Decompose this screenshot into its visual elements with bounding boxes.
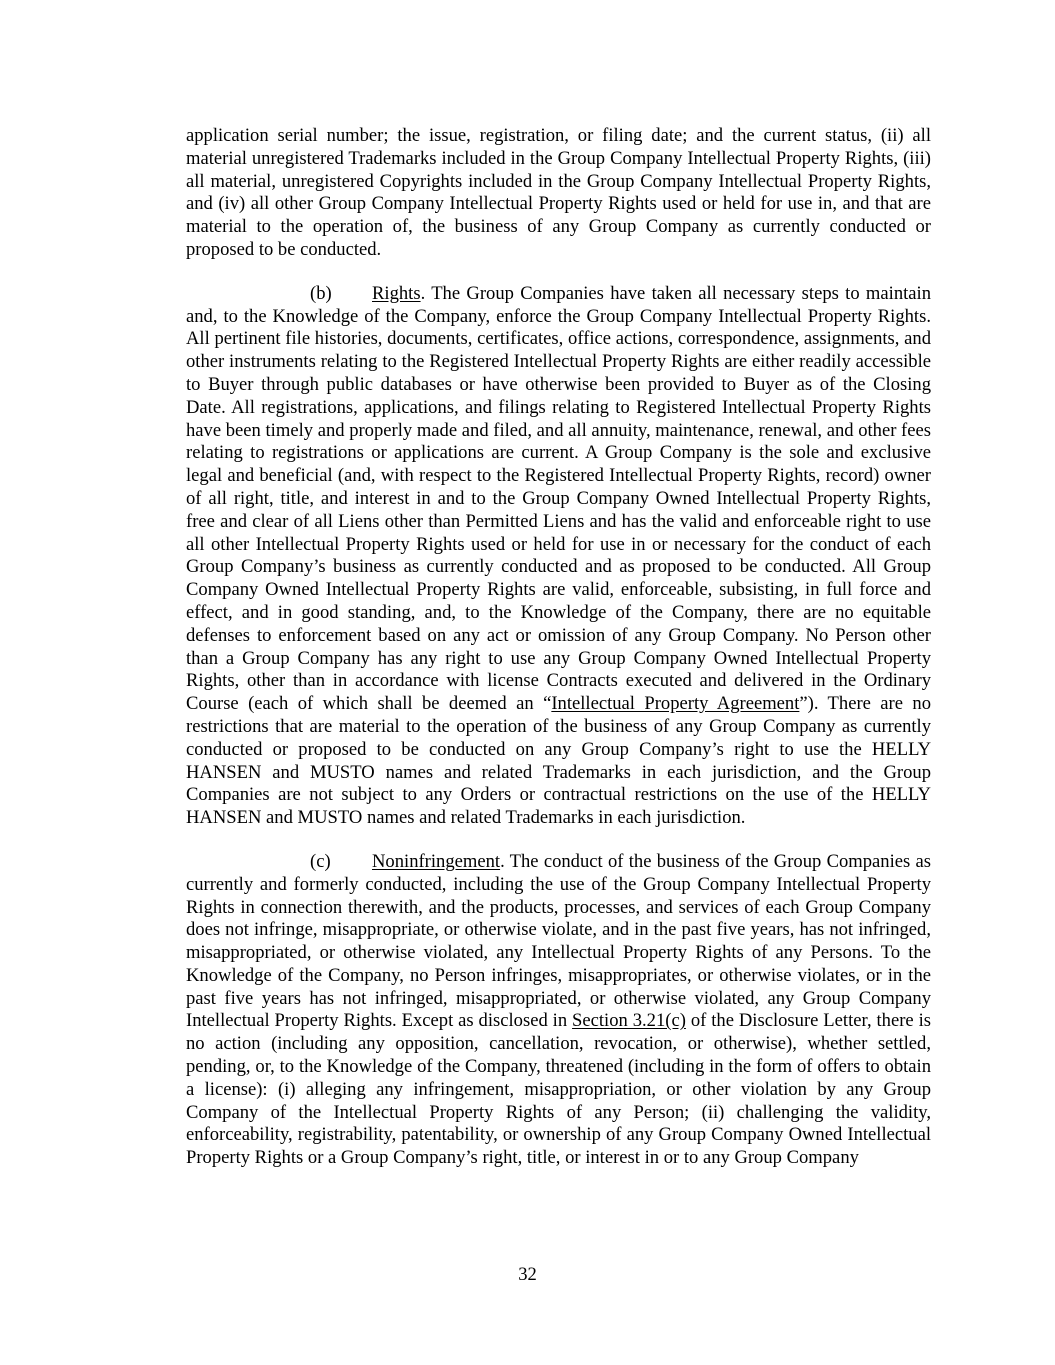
section-heading-rights: Rights [372, 282, 421, 304]
paragraph-b-text-2: ”). There are no restrictions that are material to the operation of the business of any Group Company as currently conducted or proposed to be conducted on any Group Company’s right to use the HELLY HANSEN and MUSTO names and related Trademarks in each jurisdiction, and the Group Companies are not subject to any Orders or contractual restrictions on the use of the HELLY HANSEN and MUSTO names and related Trademarks in each jurisdiction. [186, 693, 931, 829]
section-reference-3-21c: Section 3.21(c) [572, 1010, 686, 1032]
document-page-body [186, 125, 931, 1191]
paragraph-b-rights [186, 283, 931, 830]
section-marker-b: (b) [310, 282, 332, 304]
paragraph-a-continuation: application serial number; the issue, registration, or filing date; and the current status, (ii) all material unregistered Trademarks included in the Group Company Intellectual Property Rights, (iii) all material, unregistered Copyrights included in the Group Company Intellectual Property Rights, and (iv) all other Group Company Intellectual Property Rights used or held for use in, and that are material to the operation of, the business of any Group Company as currently conducted or proposed to be conducted. [186, 125, 931, 260]
paragraph-b-text-1: . The Group Companies have taken all necessary steps to maintain and, to the Knowledge of the Company, enforce the Group Company Intellectual Property Rights. All pertinent file histories, documents, certificates, office actions, correspondence, assignments, and other instruments relating to the Registered Intellectual Property Rights are either readily accessible to Buyer through public databases or have otherwise been provided to Buyer as of the Closing Date. All registrations, applications, and filings relating to Registered Intellectual Property Rights have been timely and properly made and filed, and all annuity, maintenance, renewal, and other fees relating to registrations or applications are current. A Group Company is the sole and exclusive legal and beneficial (and, with respect to the Registered Intellectual Property Rights, record) owner of all right, title, and interest in and to the Group Company Owned Intellectual Property Rights, free and clear of all Liens other than Permitted Liens and has the valid and enforceable right to use all other Intellectual Property Rights used or held for use in or necessary for the conduct of each Group Company’s business as currently conducted and as proposed to be conducted. All Group Company Owned Intellectual Property Rights are valid, enforceable, subsisting, in full force and effect, and in good standing, and, to the Knowledge of the Company, there are no equitable defenses to enforcement based on any act or omission of any Group Company. No Person other than a Group Company has any right to use any Group Company Owned Intellectual Property Rights, other than in accordance with license Contracts executed and delivered in the Ordinary Course (each of which shall be deemed an “ [186, 282, 931, 715]
section-marker-c: (c) [310, 850, 331, 872]
defined-term-ip-agreement: Intellectual Property Agreement [551, 693, 800, 715]
page-number: 32 [518, 1264, 537, 1285]
paragraph-c-text-2: of the Disclosure Letter, there is no action (including any opposition, cancellation, revocation, or otherwise), whether settled, pending, or, to the Knowledge of the Company, threatened (including in the form of offers to obtain a license): (i) alleging any infringement, misappropriation, or other violation by any Group Company of the Intellectual Property Rights of any Person; (ii) challenging the validity, enforceability, registrability, patentability, or ownership of any Group Company Owned Intellectual Property Rights or a Group Company’s right, title, or interest in or to any Group Company [186, 1010, 931, 1169]
paragraph-c-noninfringement [186, 851, 931, 1170]
section-heading-noninfringement: Noninfringement [372, 850, 501, 872]
paragraph-c-text-1: . The conduct of the business of the Group Companies as currently and formerly conducted, including the use of the Group Company Intellectual Property Rights in connection therewith, and the products, processes, and services of each Group Company does not infringe, misappropriate, or otherwise violate, and in the past five years, has not infringed, misappropriated, or otherwise violated, any Intellectual Property Rights of any Persons. To the Knowledge of the Company, no Person infringes, misappropriates, or otherwise violates, or in the past five years has not infringed, misappropriated, or otherwise violated, any Group Company Intellectual Property Rights. Except as disclosed in [186, 850, 931, 1032]
